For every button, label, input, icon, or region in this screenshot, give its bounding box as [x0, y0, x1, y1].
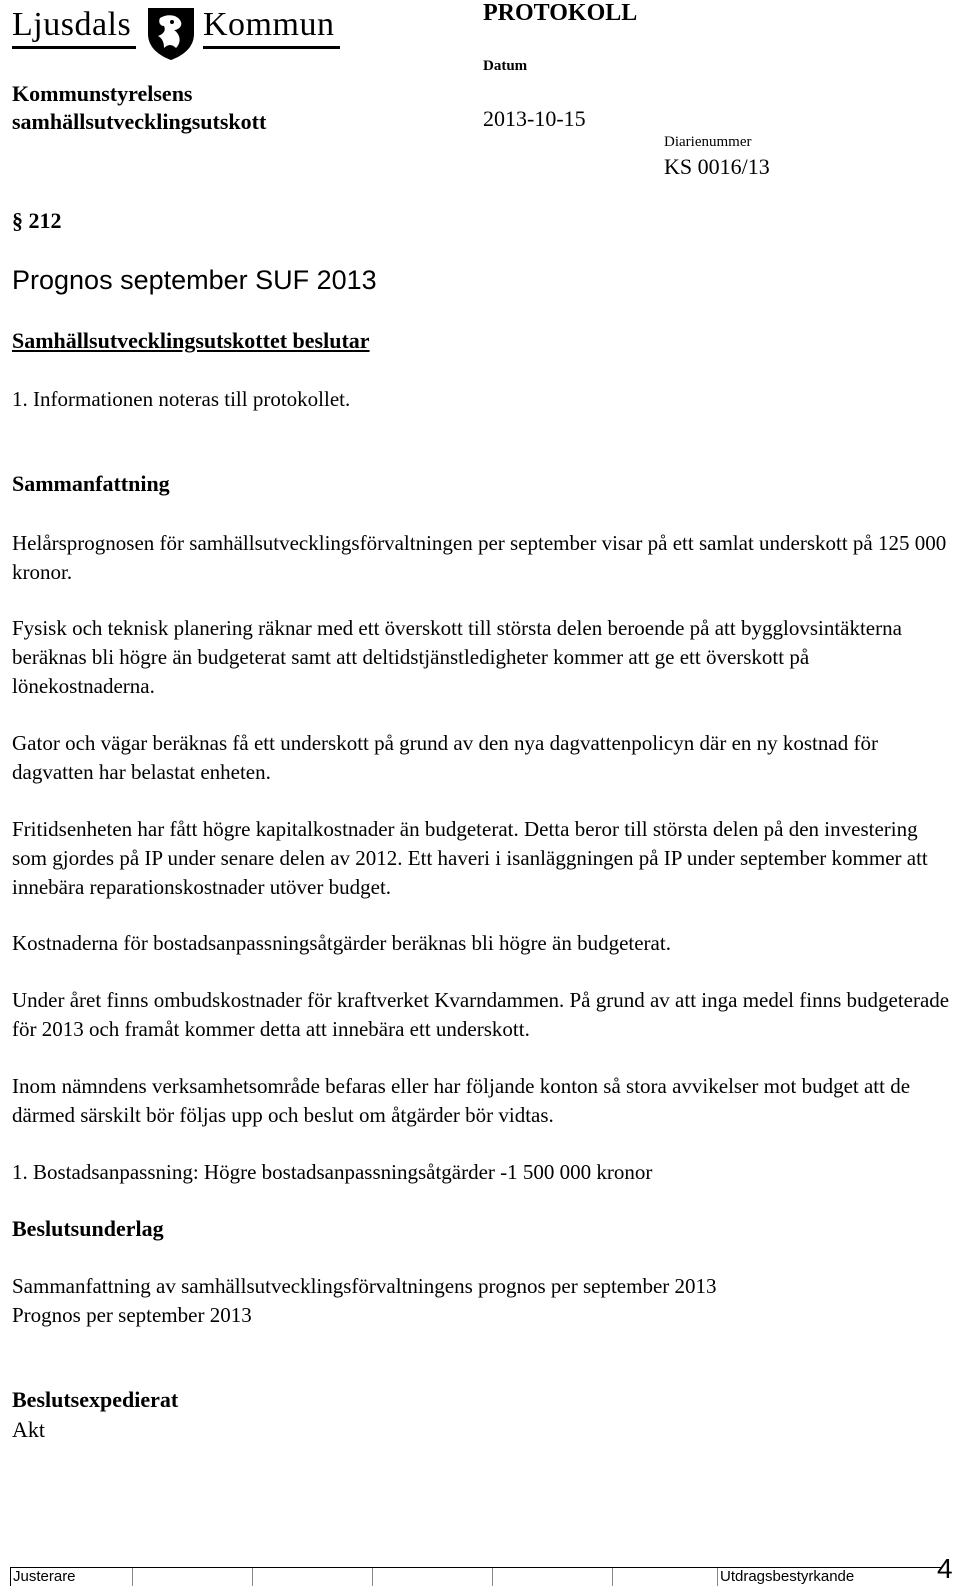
diary-number-value: KS 0016/13 [664, 154, 770, 179]
summary-heading: Sammanfattning [12, 471, 170, 496]
summary-paragraph-1: Helårsprognosen för samhällsutvecklingsförvaltningen per september visar på ett samlat underskott på 125 000 kronor. [12, 531, 947, 584]
date-value: 2013-10-15 [483, 106, 586, 131]
footer-signature-box [493, 1568, 613, 1586]
logo-text-right: Kommun [203, 6, 335, 43]
committee-line-2: samhällsutvecklingsutskott [12, 109, 267, 134]
paragraph-number: § 212 [12, 208, 62, 233]
decision-heading: Samhällsutvecklingsutskottet beslutar [12, 328, 370, 353]
date-label: Datum [483, 58, 528, 74]
dispatch-heading: Beslutsexpedierat [12, 1387, 179, 1412]
page-title: Prognos september SUF 2013 [12, 265, 377, 295]
summary-paragraph-3: Gator och vägar beräknas få ett underskott på grund av den nya dagvattenpolicyn där en ny kostnad för dagvatten har belastat enheten. [12, 731, 878, 784]
logo-underline-left [12, 46, 136, 49]
basis-heading: Beslutsunderlag [12, 1216, 164, 1241]
summary-paragraph-4: Fritidsenheten har fått högre kapitalkostnader än budgeterat. Detta beror till största delen på den investering som gjordes på IP under senare delen av 2012. Ett haveri i isanläggningen på IP under september kommer att innebära reparationskostnader utöver budget. [12, 817, 928, 899]
basis-line-2: Prognos per september 2013 [12, 1303, 252, 1327]
logo-text-left: Ljusdals [12, 6, 132, 43]
document-type: PROTOKOLL [483, 0, 638, 26]
footer-signature-box [133, 1568, 253, 1586]
basis-line-1: Sammanfattning av samhällsutvecklingsförvaltningens prognos per september 2013 [12, 1274, 717, 1298]
footer-justerare: Justerare [11, 1568, 133, 1586]
summary-paragraph-5: Kostnaderna för bostadsanpassningsåtgärder beräknas bli högre än budgeterat. [12, 931, 671, 955]
committee-name [12, 80, 266, 136]
municipality-logo [12, 4, 342, 62]
summary-paragraph-7: Inom nämndens verksamhetsområde befaras eller har följande konton så stora avvikelser mot budget att de därmed särskilt bör följas upp och beslut om åtgärder bör vidtas. [12, 1074, 911, 1127]
summary-paragraph-2: Fysisk och teknisk planering räknar med ett överskott till största delen beroende på att bygglovsintäkterna beräknas bli högre än budgeterat samt att deltidstjänstledigheter kommer att ge ett överskott på lönekostnaderna. [12, 616, 902, 698]
diary-number-label: Diarienummer [664, 134, 752, 150]
footer-signature-box [373, 1568, 493, 1586]
committee-line-1: Kommunstyrelsens [12, 81, 193, 106]
footer-signature-box [253, 1568, 373, 1586]
dispatch-value: Akt [12, 1417, 45, 1442]
summary-paragraph-6: Under året finns ombudskostnader för kraftverket Kvarndammen. På grund av att inga medel finns budgeterade för 2013 och framåt kommer detta att innebära ett underskott. [12, 988, 950, 1041]
signature-footer [10, 1567, 941, 1586]
decision-item: 1. Informationen noteras till protokollet. [12, 387, 351, 411]
page-number: 4 [937, 1553, 953, 1584]
logo-underline-right [203, 46, 340, 49]
coat-of-arms-icon [142, 4, 200, 62]
summary-list-item: 1. Bostadsanpassning: Högre bostadsanpassningsåtgärder -1 500 000 kronor [12, 1160, 653, 1184]
footer-utdragsbestyrkande: Utdragsbestyrkande [717, 1568, 941, 1586]
